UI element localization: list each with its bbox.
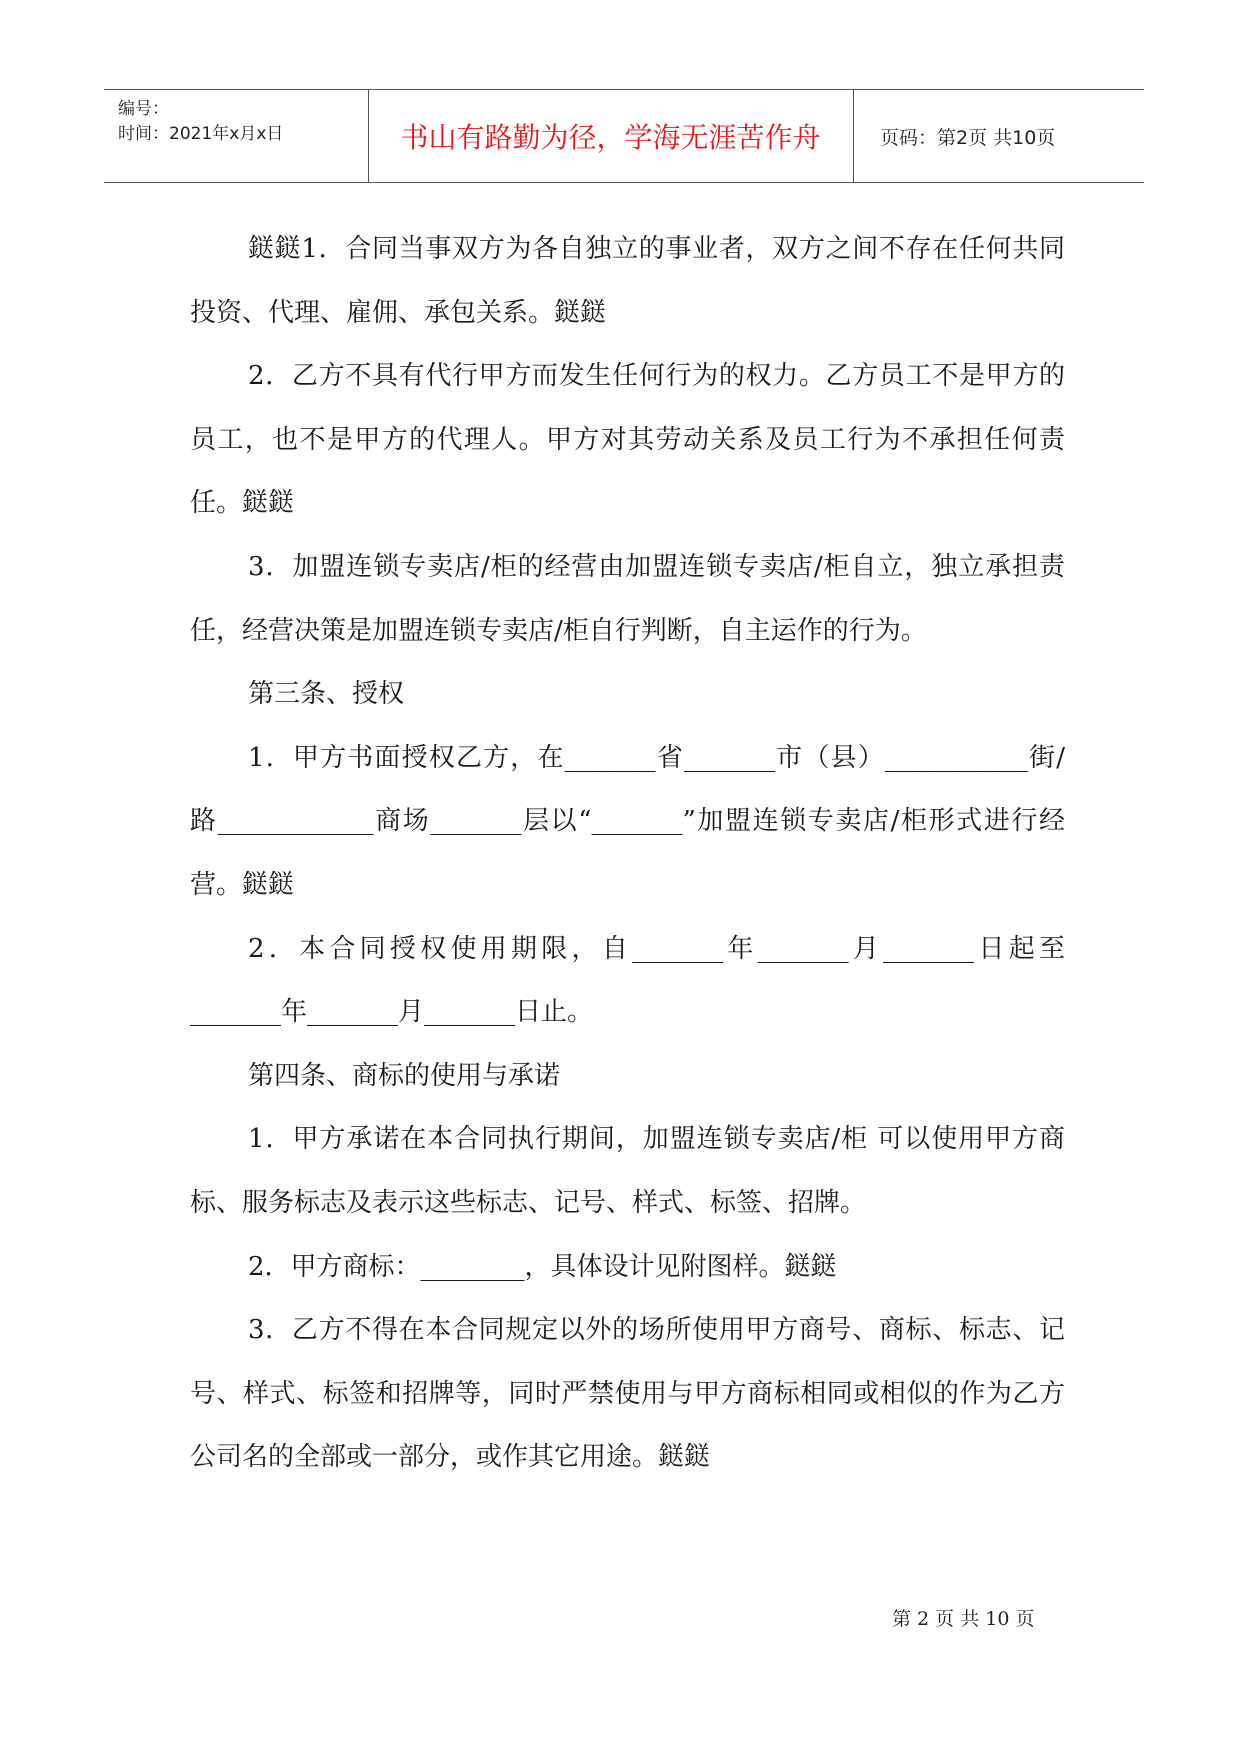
header-page-info: [868, 90, 1144, 182]
paragraph: 2．本合同授权使用期限，自_______年_______月_______日起至_______年_______月_______日止。: [190, 933, 1065, 1028]
paragraph: 2．乙方不具有代行甲方而发生任何行为的权力。乙方员工不是甲方的员工，也不是甲方的代理人。甲方对其劳动关系及员工行为不承担任何责任。鎹鎹: [190, 361, 1065, 519]
page-info-text: 页码：第2页 共10页: [880, 126, 1056, 149]
section-heading: 第四条、商标的使用与承诺: [248, 1060, 561, 1091]
paragraph: 鎹鎹1．合同当事双方为各自独立的事业者，双方之间不存在任何共同投资、代理、雇佣、承包关系。鎹鎹: [190, 234, 1065, 328]
paragraph: 1．甲方书面授权乙方，在_______省_______市（县）___________街/路____________商场_______层以“_______”加盟连锁专卖店/柜形式进行经营。鎹鎹: [190, 742, 1065, 900]
header-divider: [853, 90, 854, 182]
header-motto: 书山有路勤为径，学海无涯苦作舟: [400, 121, 821, 154]
page-header: [104, 89, 1144, 183]
header-meta: [104, 90, 368, 182]
paragraph: 3．乙方不得在本合同规定以外的场所使用甲方商号、商标、标志、记号、样式、标签和招牌等，同时严禁使用与甲方商标相同或相似的作为乙方公司名的全部或一部分，或作其它用途。鎹鎹: [190, 1315, 1065, 1473]
paragraph: 2．甲方商标：________，具体设计见附图样。鎹鎹: [248, 1251, 837, 1282]
document-number-label: 编号：: [118, 99, 169, 119]
document-body: [190, 218, 1065, 1490]
page-footer: 第 2 页 共 10 页: [892, 1608, 1035, 1630]
paragraph: 1．甲方承诺在本合同执行期间，加盟连锁专卖店/柜 可以使用甲方商标、服务标志及表示这些标志、记号、样式、标签、招牌。: [190, 1124, 1065, 1218]
document-date: 时间：2021年x月x日: [118, 124, 284, 144]
paragraph: 3．加盟连锁专卖店/柜的经营由加盟连锁专卖店/柜自立，独立承担责任，经营决策是加盟连锁专卖店/柜自行判断，自主运作的行为。: [190, 551, 1065, 646]
section-heading: 第三条、授权: [248, 679, 405, 710]
